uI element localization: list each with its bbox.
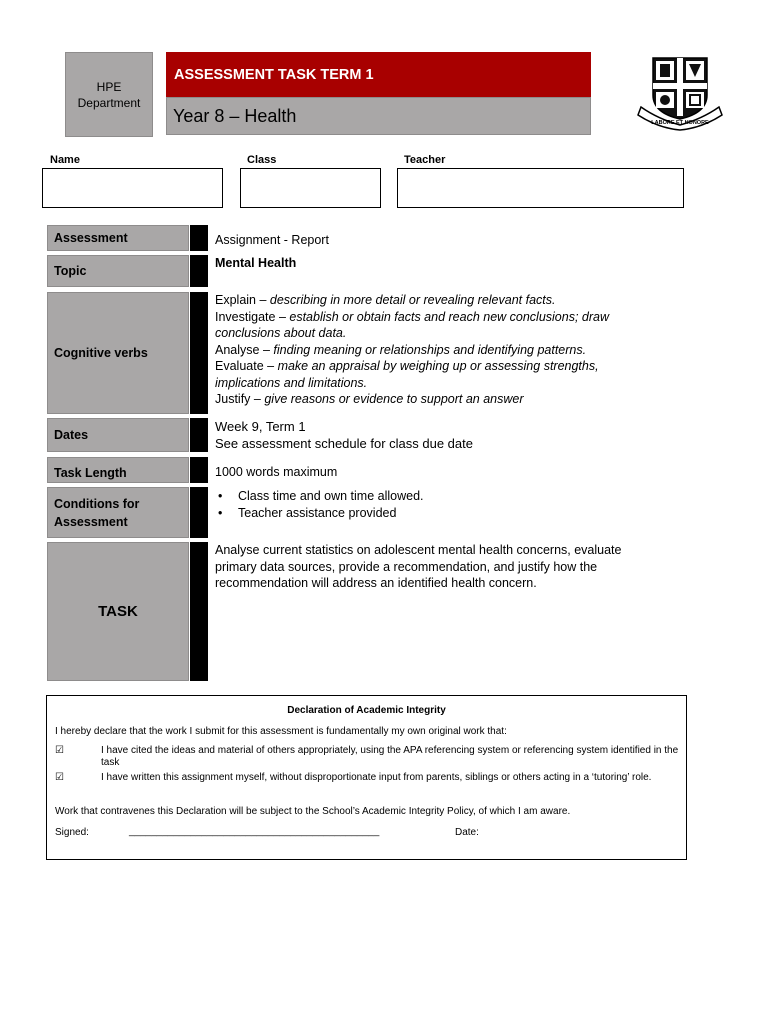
row-divider [190,292,208,414]
page-title: ASSESSMENT TASK TERM 1 [166,52,591,97]
teacher-label: Teacher [404,154,446,166]
declaration-item: I have cited the ideas and material of others appropriately, using the APA referencing system or referencing system identified in the task [101,745,679,768]
checkbox-checked-icon[interactable]: ☑ [55,745,64,756]
class-field[interactable] [240,168,381,208]
verb-item: Justify – give reasons or evidence to support an answer [215,392,524,406]
dates-line2: See assessment schedule for class due date [215,436,473,451]
condition-item: • Teacher assistance provided [215,505,655,522]
topic-value: Mental Health [215,256,297,270]
conditions-list [215,488,655,521]
dates-value [215,418,655,452]
topic-label: Topic [47,255,189,287]
assessment-label: Assessment [47,225,189,251]
dates-label: Dates [47,418,189,452]
academic-integrity-declaration [46,695,687,860]
dates-line1: Week 9, Term 1 [215,419,306,434]
declaration-item: I have written this assignment myself, without disproportionate input from parents, siblings or others acting in a ‘tutoring’ role. [101,772,652,783]
name-field[interactable] [42,168,223,208]
verb-item: Investigate – establish or obtain facts and reach new conclusions; draw conclusions about data. [215,309,609,340]
task-label: TASK [47,542,189,681]
row-divider [190,255,208,287]
row-divider [190,542,208,681]
signature-line[interactable]: _____________________________________________ [129,826,380,837]
teacher-field[interactable] [397,168,684,208]
verb-item: Evaluate – make an appraisal by weighing up or assessing strengths, implications and limitations. [215,359,599,390]
task-length-value: 1000 words maximum [215,465,338,479]
school-crest-logo [636,55,724,131]
row-divider [190,457,208,483]
declaration-title: Declaration of Academic Integrity [287,705,446,716]
condition-item: • Class time and own time allowed. [215,488,655,505]
row-divider [190,225,208,251]
row-divider [190,487,208,538]
verb-item: Analyse – finding meaning or relationships and identifying patterns. [215,342,587,357]
date-label: Date: [455,827,479,838]
department-line2: Department [77,95,141,110]
task-length-label: Task Length [47,457,189,483]
page-subtitle: Year 8 – Health [166,97,591,135]
class-label: Class [247,154,277,166]
checkbox-checked-icon[interactable]: ☑ [55,772,64,783]
cognitive-verbs-label: Cognitive verbs [47,292,189,414]
conditions-label: Conditions for Assessment [47,487,189,538]
crest-motto: LABORE ET HONORE [651,120,709,126]
declaration-intro: I hereby declare that the work I submit for this assessment is fundamentally my own original work that: [55,726,507,737]
department-box [65,52,153,137]
declaration-footer: Work that contravenes this Declaration will be subject to the School’s Academic Integrity Policy, of which I am aware. [55,806,571,817]
signed-label: Signed: [55,827,89,838]
verb-item: Explain – describing in more detail or revealing relevant facts. [215,293,556,307]
row-divider [190,418,208,452]
task-description: Analyse current statistics on adolescent mental health concerns, evaluate primary data sources, provide a recommendation, and justify how the recommendation will address an identified health concern. [215,543,622,590]
cognitive-verbs-list [215,292,635,408]
assessment-value: Assignment - Report [215,233,329,247]
department-line1: HPE [96,79,122,94]
name-label: Name [50,154,80,166]
